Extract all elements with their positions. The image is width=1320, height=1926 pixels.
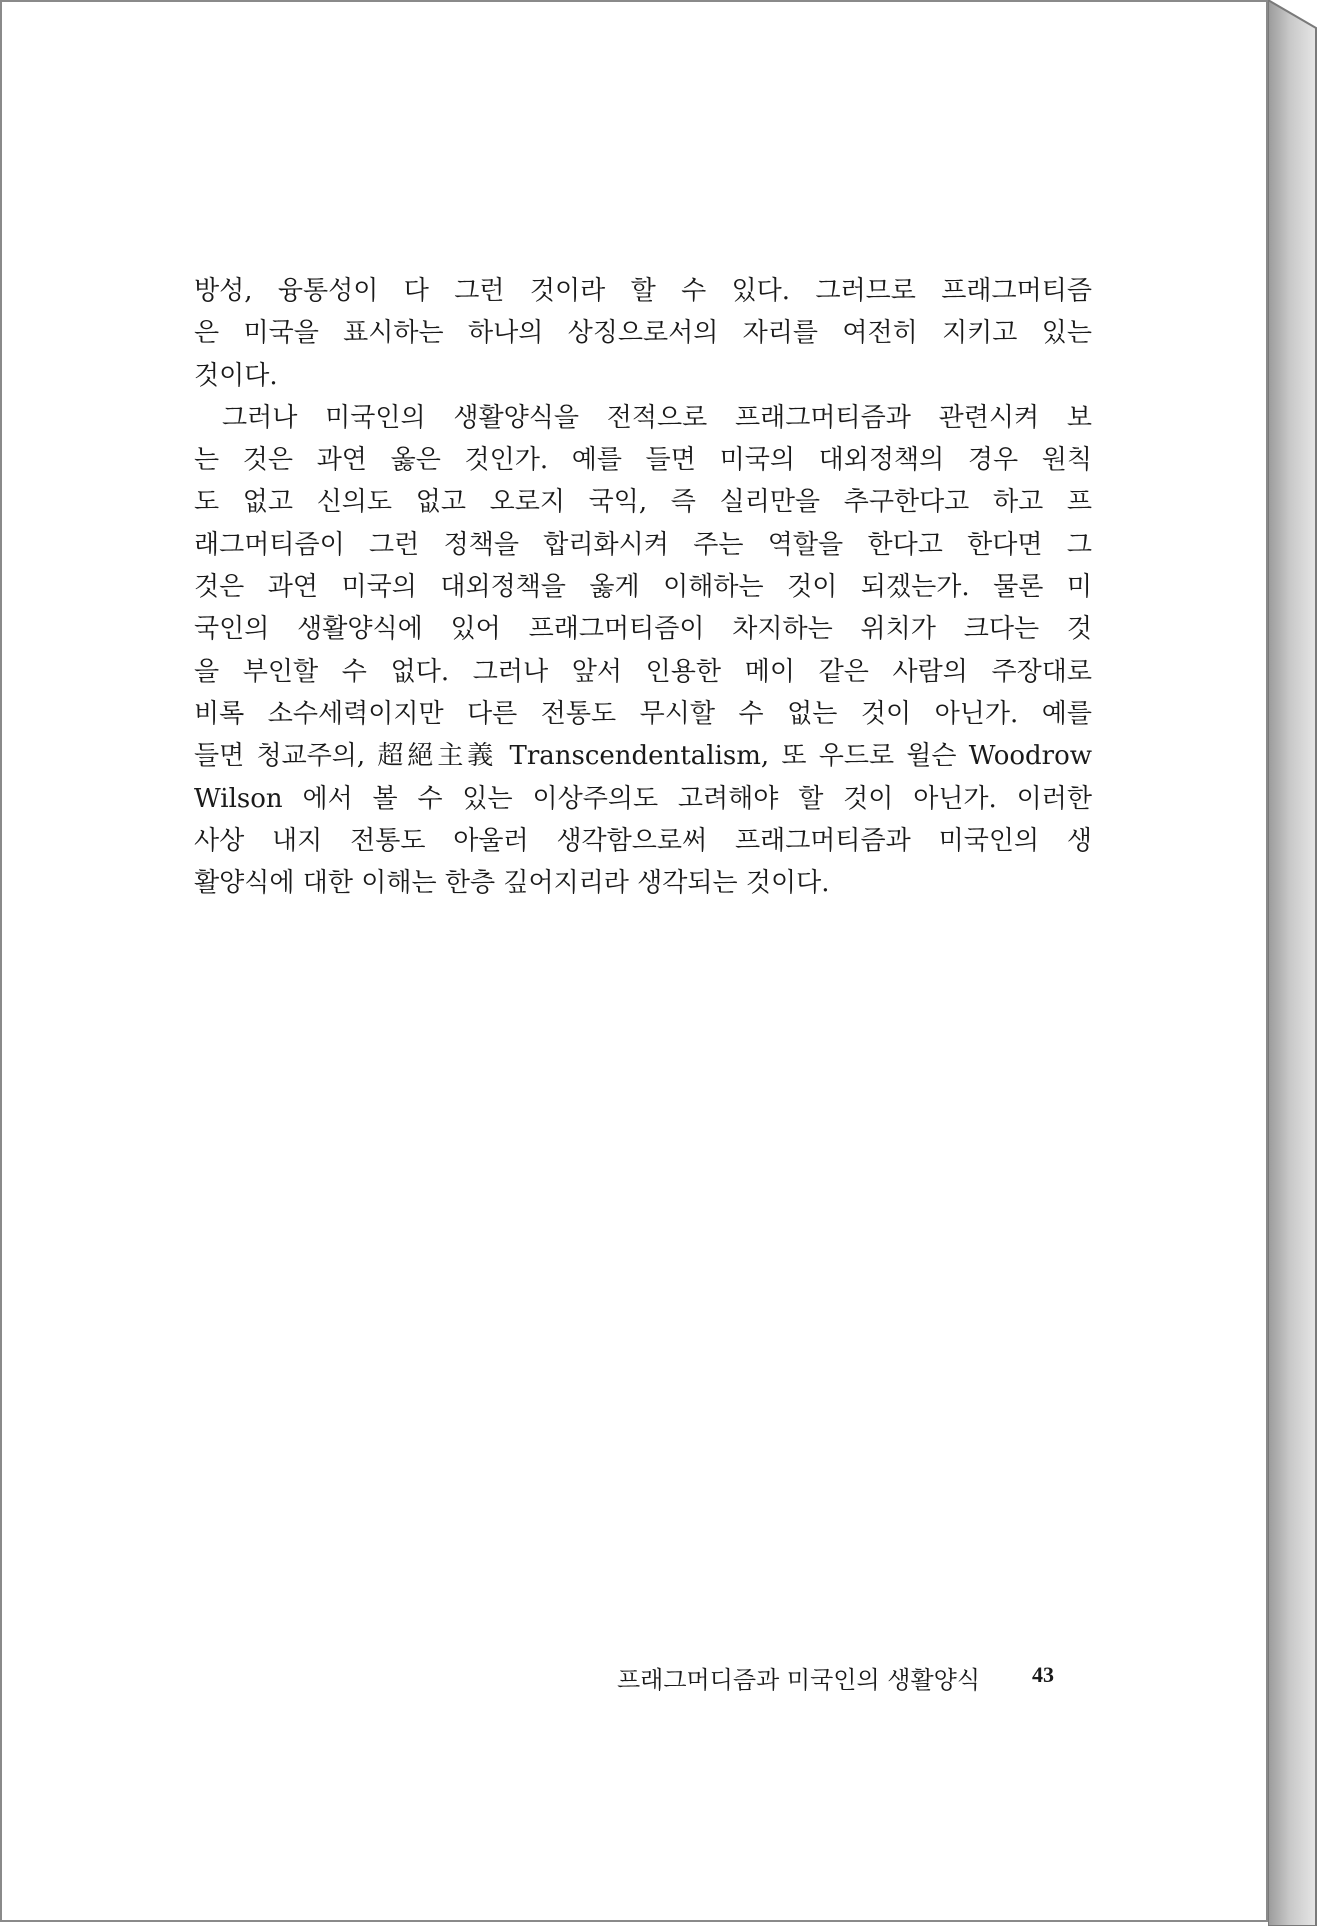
text-line: 것은 과연 미국의 대외정책을 옳게 이해하는 것이 되겠는가. 물론 미 (194, 572, 1092, 603)
paragraph-2 (194, 397, 1092, 905)
text-line: 것이다. (194, 360, 278, 391)
text-line: 을 부인할 수 없다. 그러나 앞서 인용한 메이 같은 사람의 주장대로 (194, 656, 1092, 687)
text-line: 그러나 미국인의 생활양식을 전적으로 프래그머티즘과 관련시켜 보 (222, 402, 1092, 433)
text-line: 비록 소수세력이지만 다른 전통도 무시할 수 없는 것이 아닌가. 예를 (194, 698, 1092, 729)
paragraph-1 (194, 270, 1092, 397)
text-line: 은 미국을 표시하는 하나의 상징으로서의 자리를 여전히 지키고 있는 (194, 318, 1092, 349)
text-line: Wilson 에서 볼 수 있는 이상주의도 고려해야 할 것이 아닌가. 이러한 (194, 783, 1092, 814)
running-footer-title: 프래그머디즘과 미국인의 생활양식 (617, 1666, 981, 1694)
text-line: 래그머티즘이 그런 정책을 합리화시켜 주는 역할을 한다고 한다면 그 (194, 529, 1092, 560)
page-number: 43 (1032, 1662, 1054, 1687)
text-line: 는 것은 과연 옳은 것인가. 예를 들면 미국의 대외정책의 경우 원칙 (194, 445, 1092, 476)
book-page-edge (1268, 0, 1320, 1926)
text-line: 국인의 생활양식에 있어 프래그머티즘이 차지하는 위치가 크다는 것 (194, 614, 1092, 645)
text-line: 활양식에 대한 이해는 한층 깊어지리라 생각되는 것이다. (194, 868, 830, 899)
page-edge-shading (1268, 0, 1320, 1926)
text-line: 방성, 융통성이 다 그런 것이라 할 수 있다. 그러므로 프래그머티즘 (194, 276, 1092, 306)
body-text (194, 270, 1092, 904)
text-line: 사상 내지 전통도 아울러 생각함으로써 프래그머티즘과 미국인의 생 (194, 825, 1092, 856)
text-line: 들면 청교주의, 超絕主義 Transcendentalism, 또 우드로 윌슨 Woodrow (194, 741, 1092, 772)
text-line: 도 없고 신의도 없고 오로지 국익, 즉 실리만을 추구한다고 하고 프 (194, 487, 1092, 518)
